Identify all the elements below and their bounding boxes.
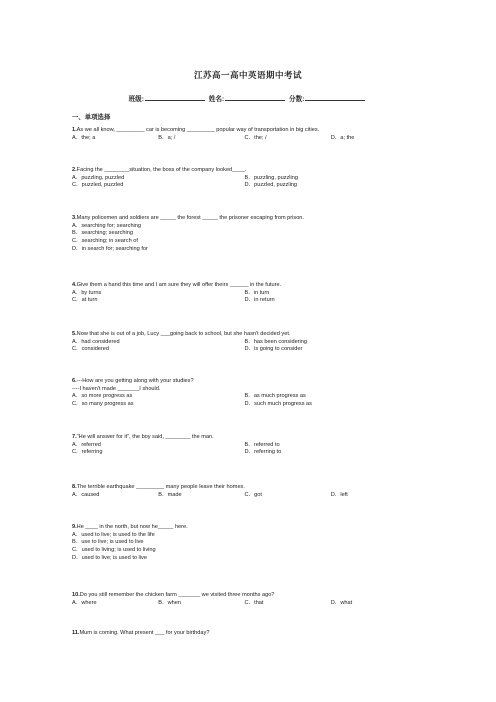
option-d: D．such much progress as: [244, 401, 312, 408]
option-c: C．the; /: [244, 134, 267, 141]
option-b: B．use to live; is used to live: [72, 539, 144, 546]
question-number: 4.: [72, 282, 77, 288]
question-5: [72, 331, 417, 354]
question-number: 2.: [72, 167, 77, 173]
option-a: A．the; a: [72, 134, 96, 141]
option-b: B．puzzling, puzzling: [244, 174, 298, 181]
class-label: 班级:: [128, 96, 144, 103]
question-2: [72, 167, 417, 190]
option-b: B．as much progress as: [244, 393, 306, 400]
option-a: A．used to live; is used to the life: [72, 531, 155, 538]
question-8: [72, 484, 417, 499]
option-d: D．puzzled, puzzling: [244, 182, 298, 189]
question-number: 11.: [72, 630, 80, 636]
option-b: B．made: [158, 491, 182, 498]
option-d: D．what: [330, 599, 353, 606]
option-d: D．in search for; searching for: [72, 245, 148, 252]
option-b: B．in turn: [244, 289, 270, 296]
option-c: C．so many progress as: [72, 401, 134, 408]
option-a: A．where: [72, 599, 97, 606]
option-c: C．used to living; is used to living: [72, 547, 156, 554]
question-stem: ---How are you getting along with your studies?: [76, 378, 194, 384]
option-a: A．caused: [72, 491, 100, 498]
option-c: C．referring: [72, 449, 103, 456]
question-number: 9.: [72, 524, 77, 530]
question-number: 8.: [72, 484, 77, 490]
option-c: C．considered: [72, 346, 109, 353]
option-b: B．a; /: [158, 134, 176, 141]
question-number: 6.: [72, 378, 77, 384]
question-3: [72, 215, 417, 254]
option-a: A．so more progress as: [72, 393, 133, 400]
question-stem: Do you still remember the chicken farm _______ we visited three months ago?: [79, 592, 275, 598]
class-blank: [145, 94, 205, 101]
question-number: 3.: [72, 215, 77, 221]
page-title: 江苏高一高中英语期中考试: [193, 70, 302, 80]
option-d: D．is going to consider: [244, 346, 303, 353]
question-4: [72, 282, 417, 305]
question-number: 7.: [72, 434, 77, 440]
option-d: D．used to live; is used to live: [72, 554, 147, 561]
score-blank: [305, 94, 365, 101]
question-number: 10.: [72, 592, 80, 598]
question-10: [72, 592, 417, 607]
option-b: B．referred to: [244, 441, 280, 448]
question-stem: Many policemen and soldiers are _____ the forest _____ the prisoner escaping from prison.: [76, 215, 304, 221]
question-number: 1.: [72, 127, 77, 133]
option-a: A．referred: [72, 441, 101, 448]
option-b: B．when: [158, 599, 181, 606]
student-info-line: [0, 93, 496, 103]
option-c: C．puzzled, puzzled: [72, 182, 124, 189]
option-a: A．searching for; searching: [72, 222, 142, 229]
name-blank: [225, 94, 285, 101]
question-11: [72, 630, 417, 638]
option-c: C．that: [244, 599, 264, 606]
question-stem-reply: ----I haven't made _______I should.: [72, 385, 161, 392]
option-d: D．a; the: [330, 134, 355, 141]
question-stem: He ____ in the north, but now he_____ here.: [76, 524, 188, 530]
option-a: A．had considered: [72, 338, 120, 345]
question-1: [72, 127, 417, 142]
question-stem: Mum is coming. What present ___ for your birthday?: [79, 630, 210, 636]
option-d: D．referring to: [244, 449, 282, 456]
option-a: A．puzzling, puzzled: [72, 174, 125, 181]
section-title: 一、单项选择: [72, 114, 111, 121]
question-stem: Give them a hand this time and I am sure they will offer theirs ______ in the future.: [76, 282, 282, 288]
name-label: 姓名:: [208, 96, 225, 103]
question-6: [72, 378, 417, 409]
score-label: 分数:: [289, 96, 305, 103]
question-stem: As we all know, _________ car is becoming _________ popular way of transportation in big cities.: [76, 127, 320, 133]
question-stem: Now that she is out of a job, Lucy ___going back to school, but she hasn't decided yet.: [76, 331, 291, 337]
option-c: C．at turn: [72, 297, 98, 304]
option-a: A．by turns: [72, 289, 102, 296]
option-c: C．searching; in search of: [72, 238, 138, 245]
option-b: B．has been considering: [244, 338, 308, 345]
question-number: 5.: [72, 331, 77, 337]
option-d: D．left: [330, 491, 348, 498]
question-7: [72, 434, 417, 457]
option-b: B．searching; searching: [72, 230, 133, 237]
option-c: C．got: [244, 491, 262, 498]
question-stem: The terrible earthquake _________ many people leave their homes.: [76, 484, 245, 490]
question-stem: "He will answer for it", the boy said, ________ the man.: [76, 434, 214, 440]
question-stem: Facing the ________situation, the boss of the company looked____.: [76, 167, 247, 173]
question-9: [72, 524, 417, 563]
option-d: D．in return: [244, 297, 275, 304]
